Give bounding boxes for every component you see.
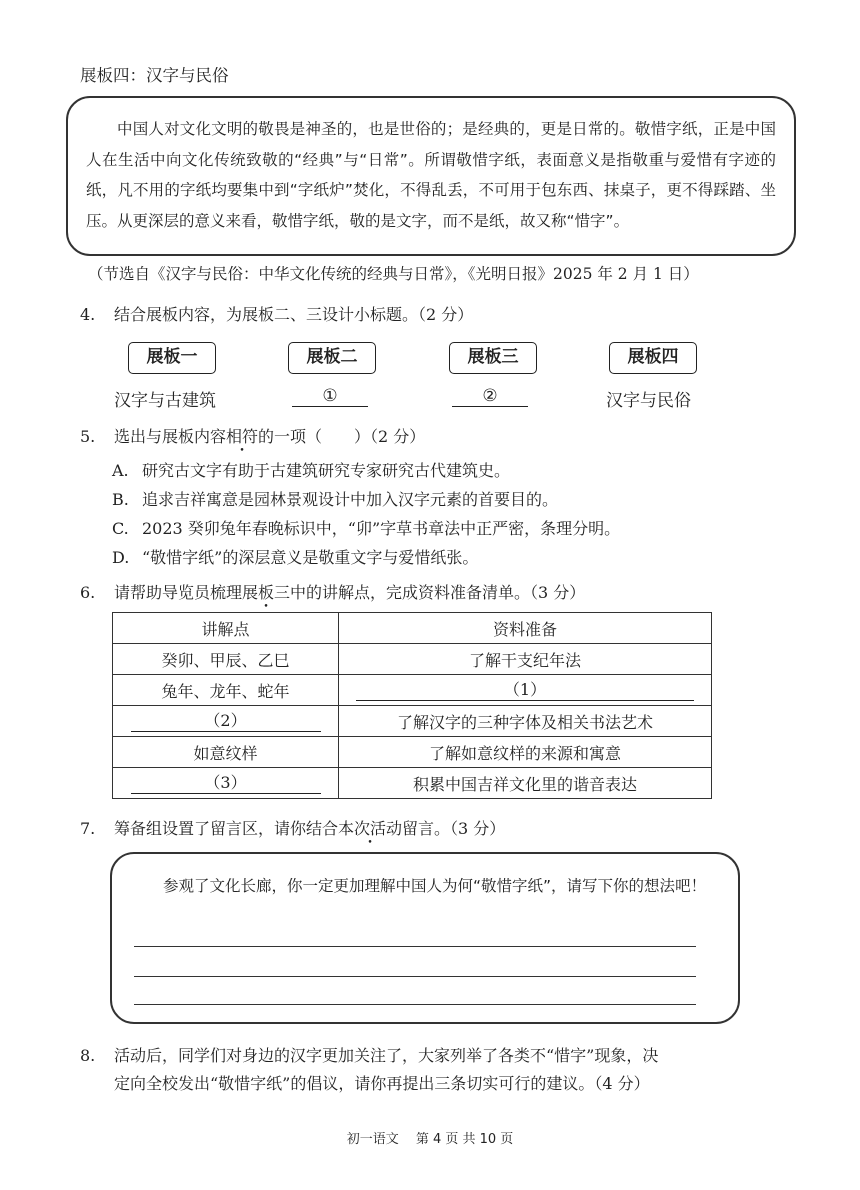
question-text: 结合展板内容，为展板二、三设计小标题。（2 分） <box>114 305 474 324</box>
table-cell[interactable] <box>113 768 339 799</box>
question-text: 请帮助导览员梳理 <box>114 583 243 602</box>
question-text: 的一项（ ）（2 分） <box>258 427 426 446</box>
excerpt-source: （节选自《汉字与民俗：中华文化传统的经典与日常》，《光明日报》2025 年 2 月 1 日） <box>88 265 699 283</box>
writing-line[interactable] <box>134 1004 696 1005</box>
table-cell: 积累中国吉祥文化里的谐音表达 <box>339 768 712 799</box>
emphasis-text: 相符 <box>226 427 259 446</box>
question-4 <box>80 302 473 325</box>
table-cell: 癸卯、甲辰、乙巳 <box>113 644 339 675</box>
table-row <box>113 768 712 799</box>
table-cell: 如意纹样 <box>113 737 339 768</box>
answer-blank-2[interactable]: ② <box>452 386 528 407</box>
option-b[interactable] <box>112 487 558 510</box>
question-8 <box>80 1043 658 1066</box>
answer-blank[interactable]: （2） <box>131 711 321 732</box>
table-header: 资料准备 <box>339 613 712 644</box>
question-6 <box>80 580 585 603</box>
board-label-1: 展板一 <box>128 342 216 374</box>
question-text: 活动后，同学们对身边的汉字更加关注了，大家列举了各类不“惜字”现象，决 <box>114 1046 659 1065</box>
option-d[interactable] <box>112 545 478 568</box>
board-label-3: 展板三 <box>449 342 537 374</box>
table-row <box>113 644 712 675</box>
emphasis-text: 展板三 <box>242 583 291 602</box>
question-text: 留言。（3 分） <box>402 819 506 838</box>
answer-blank[interactable]: （1） <box>356 680 694 701</box>
board-label-4: 展板四 <box>609 342 697 374</box>
page-footer: 初一语文 第 4 页 共 10 页 <box>346 1132 514 1147</box>
option-text: 2023 癸卯兔年春晚标识中，“卯”字草书章法中正严密，条理分明。 <box>142 519 621 538</box>
writing-line[interactable] <box>134 946 696 947</box>
board-label-2: 展板二 <box>288 342 376 374</box>
table-cell: 了解如意纹样的来源和寓意 <box>339 737 712 768</box>
table-cell[interactable] <box>113 706 339 737</box>
question-5 <box>80 424 425 447</box>
table-row <box>113 737 712 768</box>
question-text: 中的讲解点，完成资料准备清单。（3 分） <box>290 583 586 602</box>
option-text: 追求吉祥寓意是园林景观设计中加入汉字元素的首要目的。 <box>142 490 559 509</box>
answer-blank[interactable]: （3） <box>131 773 321 794</box>
section-title: 展板四：汉字与民俗 <box>80 66 229 85</box>
table-cell: 兔年、龙年、蛇年 <box>113 675 339 706</box>
table-cell: 了解干支纪年法 <box>339 644 712 675</box>
table-header: 讲解点 <box>113 613 339 644</box>
question-text: 筹备组设置了留言区，请你结合 <box>114 819 339 838</box>
board-title-2-blank[interactable] <box>292 386 368 407</box>
option-letter: D. <box>112 548 130 567</box>
material-prep-table <box>112 612 712 799</box>
table-cell: 了解汉字的三种字体及相关书法艺术 <box>339 706 712 737</box>
question-text: 选出与展板内容 <box>114 427 227 446</box>
excerpt-box <box>66 96 796 256</box>
table-row <box>113 706 712 737</box>
question-number: 4. <box>80 305 96 324</box>
question-number: 8. <box>80 1046 96 1065</box>
question-number: 5. <box>80 427 96 446</box>
answer-blank-1[interactable]: ① <box>292 386 368 407</box>
question-8-continued: 定向全校发出“敬惜字纸”的倡议，请你再提出三条切实可行的建议。（4 分） <box>114 1074 650 1093</box>
table-header-row <box>113 613 712 644</box>
message-prompt: 参观了文化长廊，你一定更加理解中国人为何“敬惜字纸”，请写下你的想法吧！ <box>163 877 707 895</box>
table-cell[interactable] <box>339 675 712 706</box>
question-number: 6. <box>80 583 96 602</box>
emphasis-text: 本次活动 <box>338 819 403 838</box>
writing-line[interactable] <box>134 976 696 977</box>
board-title-4: 汉字与民俗 <box>606 391 691 411</box>
excerpt-text: 中国人对文化文明的敬畏是神圣的，也是世俗的；是经典的，更是日常的。敬惜字纸，正是中国人在生活中向文化传统致敬的“经典”与“日常”。所谓敬惜字纸，表面意义是指敬重与爱惜有字迹的纸，凡不用的字纸均要集中到“字纸炉”焚化，不得乱丢，不可用于包东西、抹桌子，更不得踩踏、坐压。从更深层的意义来看，敬惜字纸，敬的是文字，而不是纸，故又称“惜字”。 <box>86 120 776 230</box>
option-text: 研究古文字有助于古建筑研究专家研究古代建筑史。 <box>142 461 511 480</box>
option-letter: C. <box>112 519 129 538</box>
option-text: “敬惜字纸”的深层意义是敬重文字与爱惜纸张。 <box>142 548 479 567</box>
option-letter: B. <box>112 490 129 509</box>
question-number: 7. <box>80 819 96 838</box>
board-title-3-blank[interactable] <box>452 386 528 407</box>
board-title-1: 汉字与古建筑 <box>114 391 216 411</box>
question-7 <box>80 816 505 839</box>
option-c[interactable] <box>112 516 620 539</box>
message-box <box>110 852 740 1024</box>
option-a[interactable] <box>112 458 510 481</box>
option-letter: A. <box>112 461 129 480</box>
table-row <box>113 675 712 706</box>
